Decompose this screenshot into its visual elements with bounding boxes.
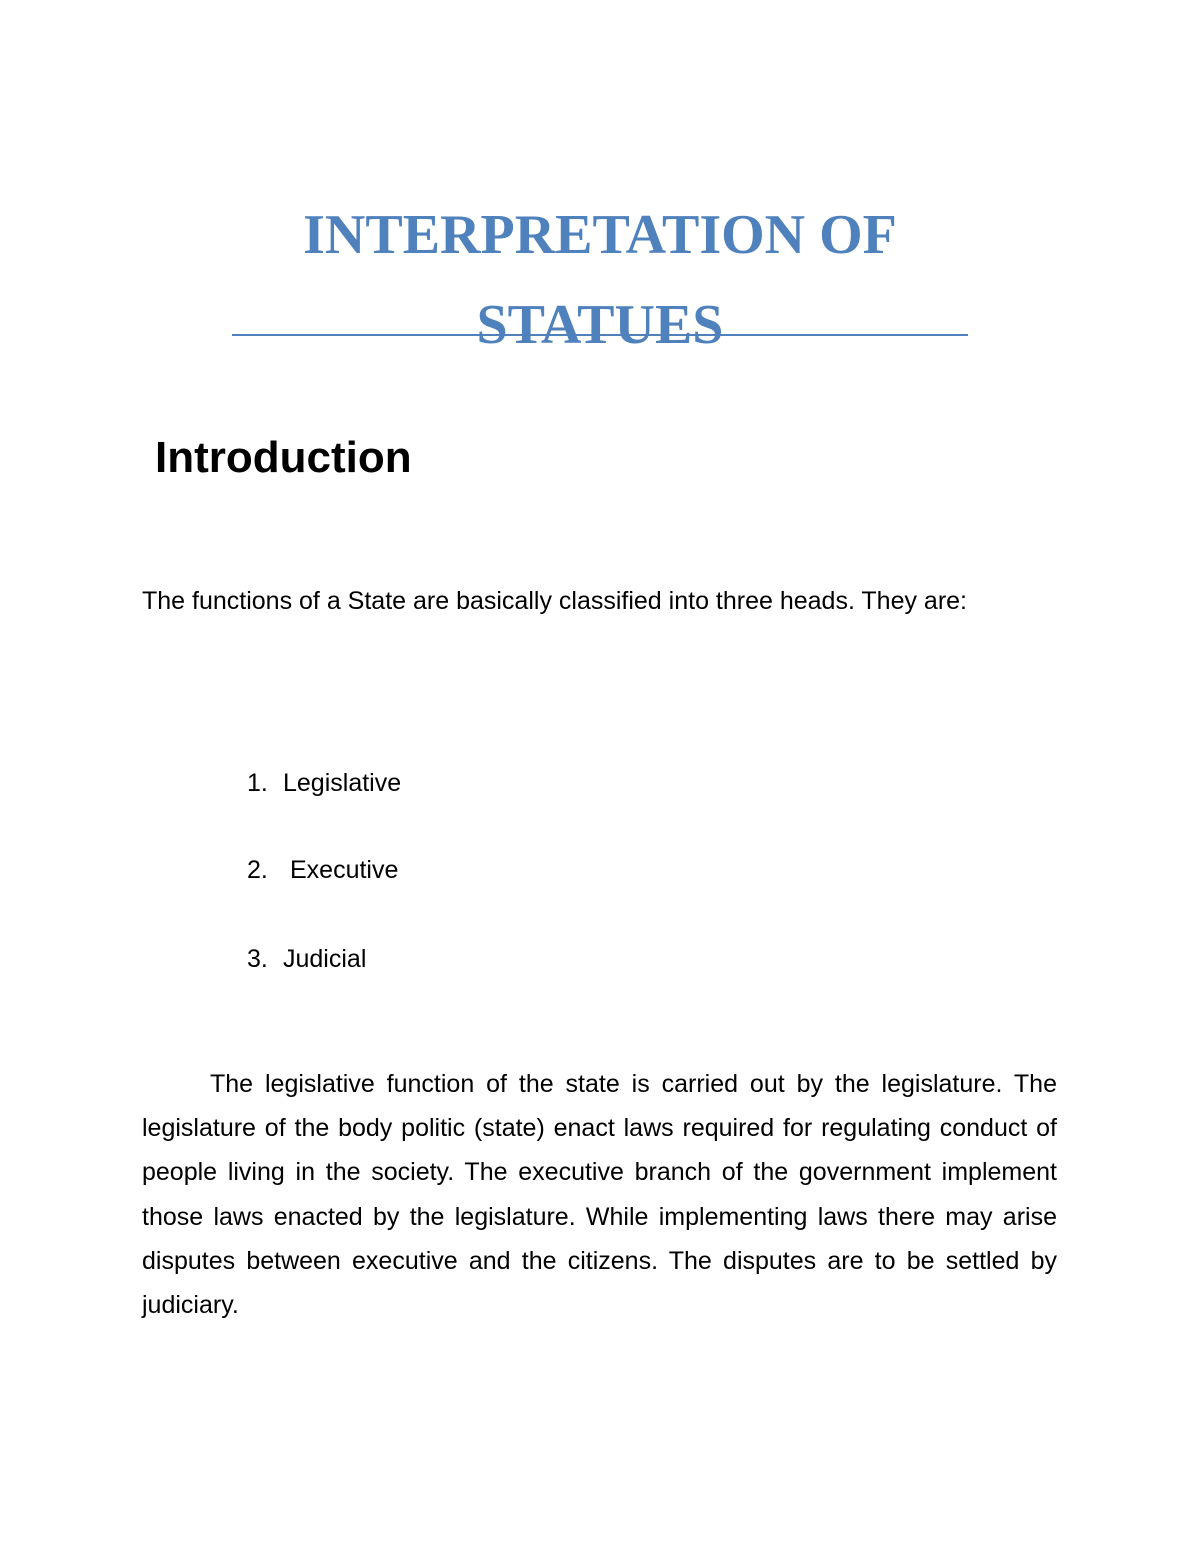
list-item-number: 2. [247, 856, 268, 884]
list-item-label: Executive [290, 856, 399, 884]
list-item-number: 1. [247, 769, 268, 797]
list-item [247, 845, 398, 895]
body-paragraph: The legislative function of the state is carried out by the legislature. The legislature of the body politic (state) enact laws required for regulating conduct of people living in the society. The executive branch of the government implement those laws enacted by the legislature. While implementing laws there may arise disputes between executive and the citizens. The disputes are to be settled by judiciary. [142, 1070, 1057, 1320]
section-heading: Introduction [155, 433, 412, 482]
document-title [232, 190, 968, 370]
list-item-number: 3. [247, 945, 268, 973]
title-line-2: STATUES [476, 294, 724, 356]
list-item-label: Legislative [283, 769, 402, 797]
list-item-label: Judicial [283, 945, 367, 973]
title-line-1: INTERPRETATION OF [303, 204, 897, 266]
intro-paragraph: The functions of a State are basically classified into three heads. They are: [142, 587, 967, 615]
list-item [247, 934, 366, 984]
title-divider [232, 334, 968, 336]
list-item [247, 758, 401, 808]
